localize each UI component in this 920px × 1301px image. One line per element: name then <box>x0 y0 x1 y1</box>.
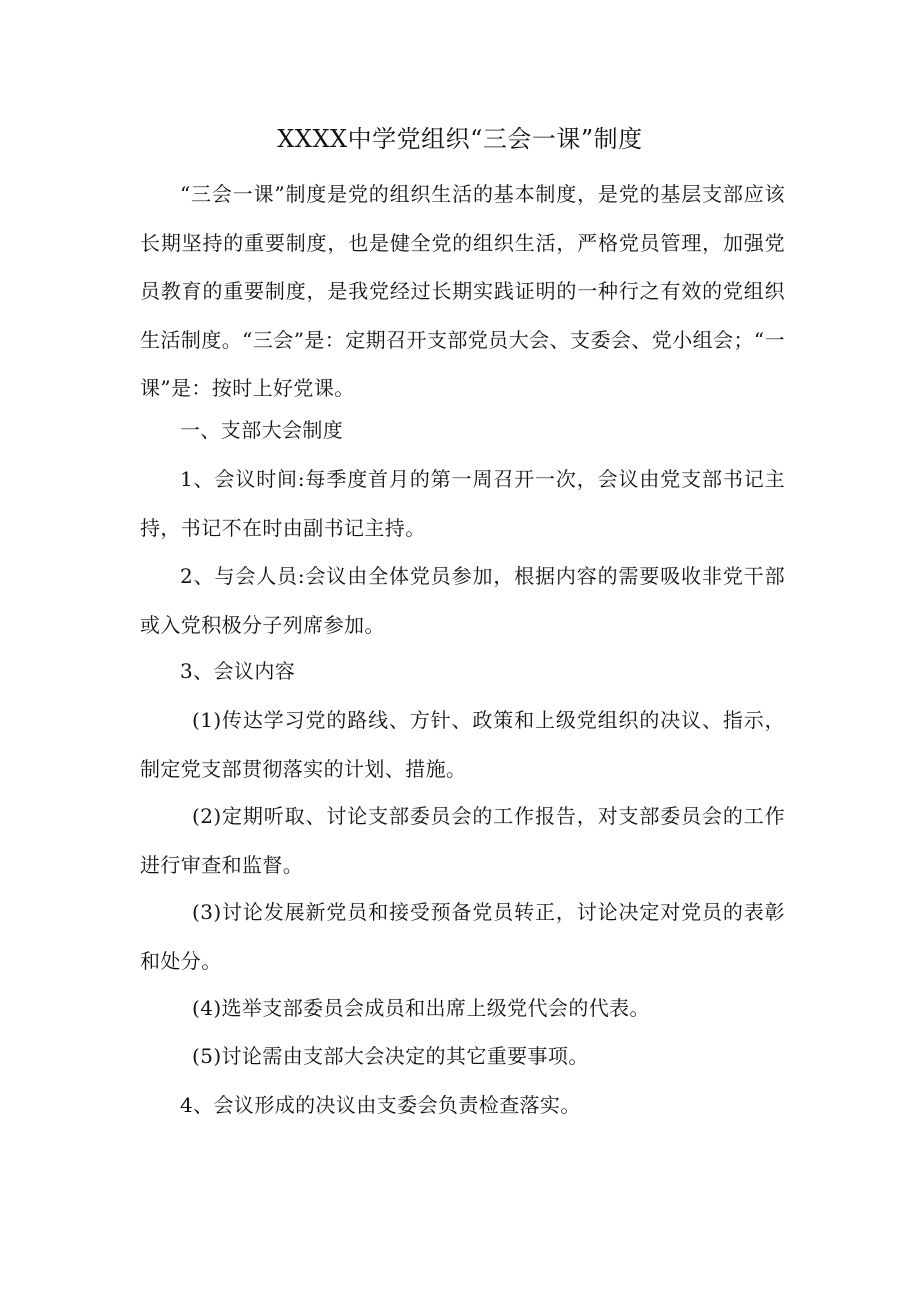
section-heading-general-meeting: 一、支部大会制度 <box>180 418 344 442</box>
content-point-4: (4)选举支部委员会成员和出席上级党代会的代表。 <box>192 996 650 1020</box>
document-title: XXXX中学党组织“三会一课”制度 <box>277 125 643 153</box>
intro-paragraph: “三会一课”制度是党的组织生活的基本制度，是党的基层支部应该长期坚持的重要制度，也是健全党的组织生活，严格党员管理，加强党员教育的重要制度，是我党经过长期实践证明的一种行之有效的党组织生活制度。“三会”是：定期召开支部党员大会、支委会、党小组会；“一课”是：按时上好党课。 <box>140 182 785 400</box>
item-resolution: 4、会议形成的决议由支委会负责检查落实。 <box>180 1093 581 1117</box>
content-point-1: (1)传达学习党的路线、方针、政策和上级党组织的决议、指示，制定党支部贯彻落实的计划、措施。 <box>140 708 785 781</box>
content-point-3: (3)讨论发展新党员和接受预备党员转正，讨论决定对党员的表彰和处分。 <box>140 900 785 973</box>
item-meeting-content: 3、会议内容 <box>180 659 296 683</box>
content-point-2: (2)定期听取、讨论支部委员会的工作报告，对支部委员会的工作进行审查和监督。 <box>140 804 785 877</box>
content-point-5: (5)讨论需由支部大会决定的其它重要事项。 <box>192 1044 589 1068</box>
item-meeting-time: 1、会议时间:每季度首月的第一周召开一次，会议由党支部书记主持，书记不在时由副书记主持。 <box>140 467 785 540</box>
item-attendees: 2、与会人员:会议由全体党员参加，根据内容的需要吸收非党干部或入党积极分子列席参加。 <box>140 564 785 637</box>
